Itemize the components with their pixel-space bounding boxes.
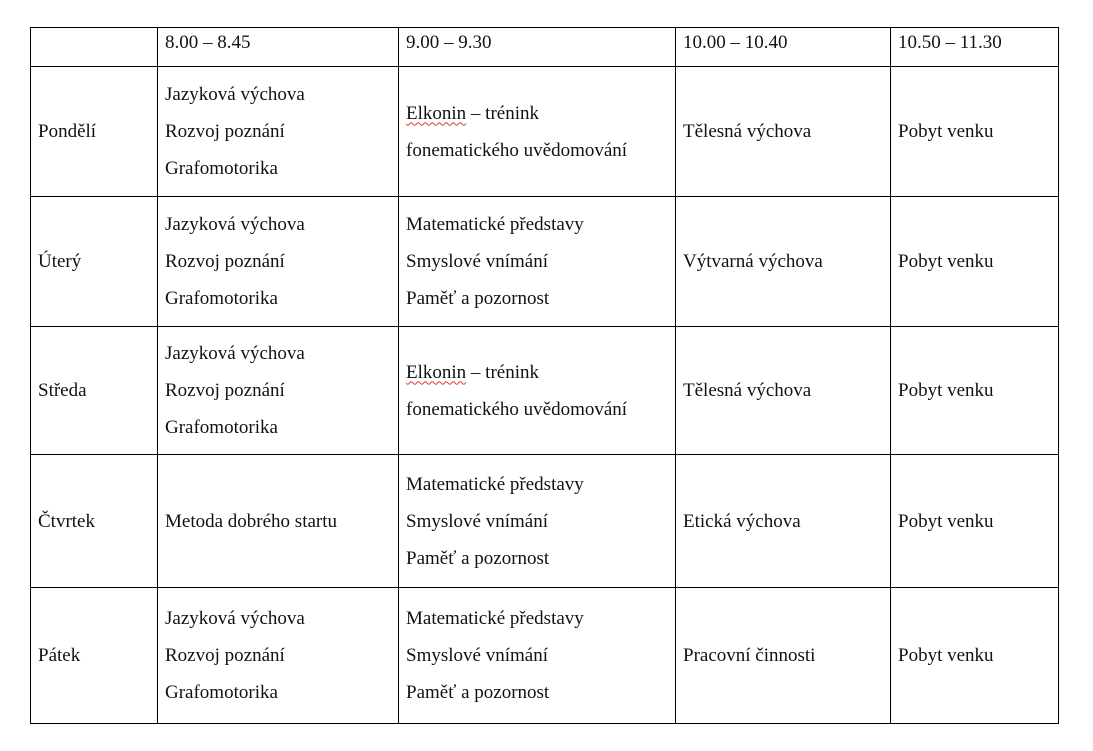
activity-line: fonematického uvědomování bbox=[406, 139, 628, 161]
slot4-cell: Pobyt venku bbox=[891, 327, 1059, 455]
slot2-cell bbox=[399, 67, 676, 197]
slot2-cell bbox=[399, 455, 676, 588]
day-cell: Pondělí bbox=[31, 67, 158, 197]
table-row bbox=[31, 67, 1059, 197]
slot1-cell bbox=[158, 455, 399, 588]
header-corner-cell bbox=[31, 28, 158, 67]
activity-line bbox=[406, 354, 675, 391]
activity-line: Smyslové vnímání bbox=[406, 251, 548, 272]
day-cell: Pátek bbox=[31, 588, 158, 724]
table-row bbox=[31, 327, 1059, 455]
spellcheck-word: Elkonin bbox=[406, 102, 467, 124]
slot4-cell: Pobyt venku bbox=[891, 197, 1059, 327]
activity-line: Matematické představy bbox=[406, 473, 584, 495]
slot4-cell: Pobyt venku bbox=[891, 67, 1059, 197]
slot2-cell bbox=[399, 197, 676, 327]
activity-line: Grafomotorika bbox=[165, 682, 278, 703]
schedule-table bbox=[30, 27, 1059, 724]
header-slot-4: 10.50 – 11.30 bbox=[891, 28, 1059, 67]
activity-line: Smyslové vnímání bbox=[406, 645, 548, 666]
activity-line: Jazyková výchova bbox=[165, 214, 305, 235]
slot4-cell: Pobyt venku bbox=[891, 455, 1059, 588]
slot3-cell: Tělesná výchova bbox=[676, 327, 891, 455]
activity-line: Jazyková výchova bbox=[165, 608, 305, 629]
spellcheck-word: Elkonin bbox=[406, 361, 467, 383]
activity-line: fonematického uvědomování bbox=[406, 398, 628, 420]
activity-line: Rozvoj poznání bbox=[165, 251, 285, 272]
header-row bbox=[31, 28, 1059, 67]
activity-line: Matematické představy bbox=[406, 214, 584, 235]
slot1-cell bbox=[158, 588, 399, 724]
activity-line: Grafomotorika bbox=[165, 417, 278, 438]
activity-line: Jazyková výchova bbox=[165, 343, 305, 364]
day-cell: Středa bbox=[31, 327, 158, 455]
day-cell: Čtvrtek bbox=[31, 455, 158, 588]
activity-line: Paměť a pozornost bbox=[406, 682, 550, 703]
header-slot-3: 10.00 – 10.40 bbox=[676, 28, 891, 67]
activity-line: Metoda dobrého startu bbox=[165, 510, 338, 532]
activity-line: Jazyková výchova bbox=[165, 84, 305, 105]
activity-line: Paměť a pozornost bbox=[406, 288, 550, 309]
activity-line: Smyslové vnímání bbox=[406, 510, 548, 532]
activity-line: Paměť a pozornost bbox=[406, 547, 550, 569]
activity-line: Grafomotorika bbox=[165, 288, 278, 309]
activity-line: Grafomotorika bbox=[165, 158, 278, 179]
slot2-cell bbox=[399, 588, 676, 724]
slot4-cell: Pobyt venku bbox=[891, 588, 1059, 724]
slot1-cell bbox=[158, 67, 399, 197]
slot3-cell: Pracovní činnosti bbox=[676, 588, 891, 724]
activity-line bbox=[406, 95, 675, 132]
slot1-cell bbox=[158, 197, 399, 327]
table-row bbox=[31, 588, 1059, 724]
table-row bbox=[31, 455, 1059, 588]
activity-text: – trénink bbox=[466, 361, 539, 383]
slot3-cell: Výtvarná výchova bbox=[676, 197, 891, 327]
header-slot-2: 9.00 – 9.30 bbox=[399, 28, 676, 67]
activity-line: Rozvoj poznání bbox=[165, 121, 285, 142]
header-slot-1: 8.00 – 8.45 bbox=[158, 28, 399, 67]
activity-line: Rozvoj poznání bbox=[165, 645, 285, 666]
slot2-cell bbox=[399, 327, 676, 455]
slot3-cell: Tělesná výchova bbox=[676, 67, 891, 197]
slot3-cell: Etická výchova bbox=[676, 455, 891, 588]
activity-line: Rozvoj poznání bbox=[165, 380, 285, 401]
table-row bbox=[31, 197, 1059, 327]
day-cell: Úterý bbox=[31, 197, 158, 327]
slot1-cell bbox=[158, 327, 399, 455]
activity-line: Matematické představy bbox=[406, 608, 584, 629]
activity-text: – trénink bbox=[466, 102, 539, 124]
